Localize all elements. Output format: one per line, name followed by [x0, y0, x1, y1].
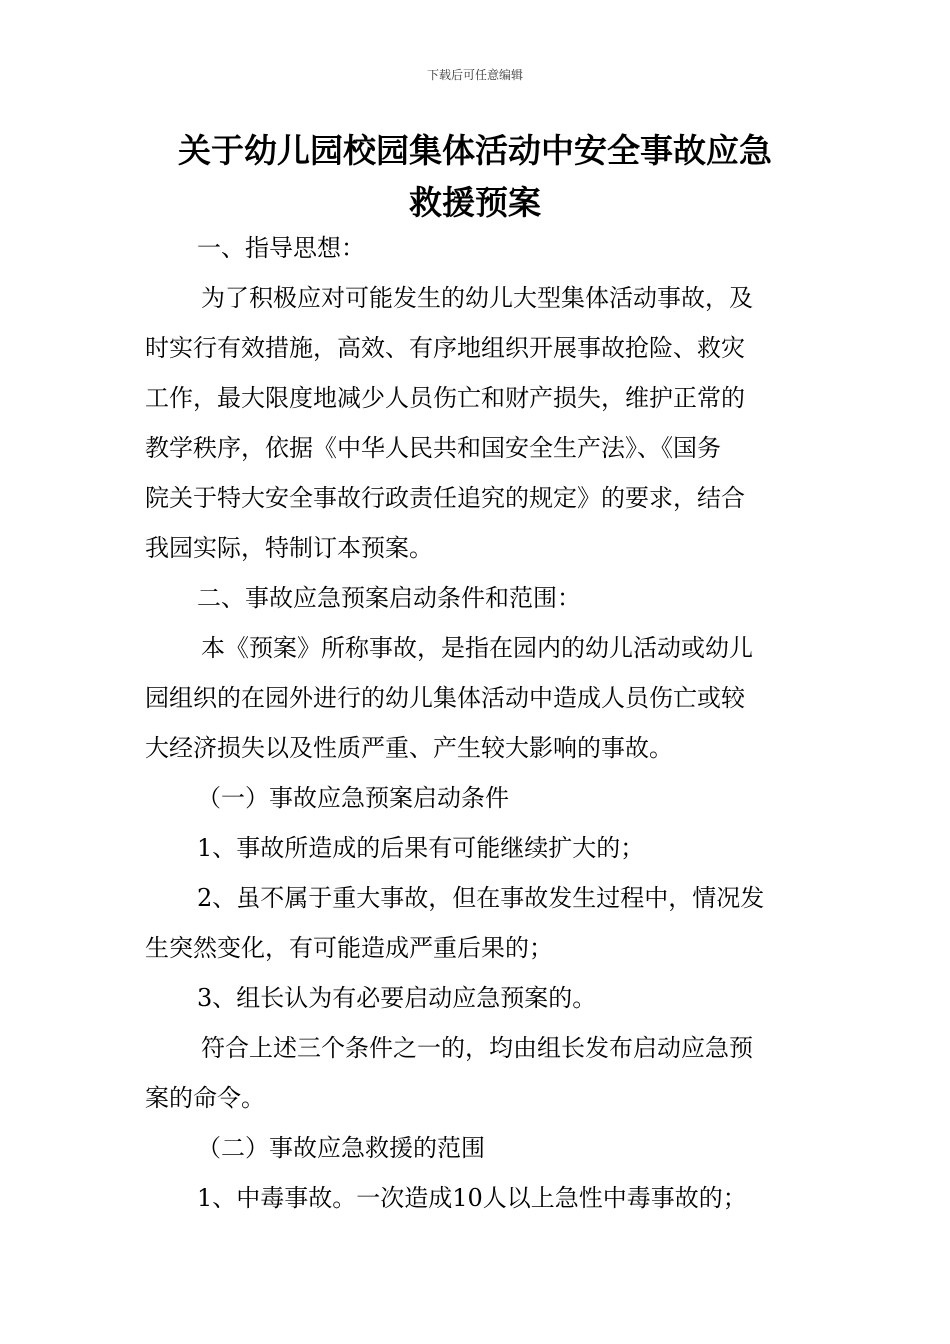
list-item: 2、虽不属于重大事故，但在事故发生过程中，情况发: [197, 884, 765, 912]
paragraph-line: 教学秩序，依据《中华人民共和国安全生产法》、《国务: [145, 434, 721, 462]
list-item: 1、中毒事故。一次造成10人以上急性中毒事故的；: [197, 1184, 747, 1212]
section-heading-conditions-scope: 二、事故应急预案启动条件和范围：: [197, 584, 581, 612]
paragraph-line: 我园实际，特制订本预案。: [145, 534, 433, 562]
paragraph-line: 工作，最大限度地减少人员伤亡和财产损失，维护正常的: [145, 384, 745, 412]
paragraph-line: 本《预案》所称事故，是指在园内的幼儿活动或幼儿: [201, 634, 753, 662]
paragraph-line: 生突然变化，有可能造成严重后果的；: [145, 934, 553, 962]
subsection-heading-conditions: （一）事故应急预案启动条件: [197, 784, 509, 812]
document-title-line-2: 救援预案: [409, 183, 541, 222]
paragraph-line: 案的命令。: [145, 1084, 265, 1112]
paragraph-line: 园组织的在园外进行的幼儿集体活动中造成人员伤亡或较: [145, 684, 745, 712]
paragraph-line: 为了积极应对可能发生的幼儿大型集体活动事故，及: [201, 284, 753, 312]
subsection-heading-scope: （二）事故应急救援的范围: [197, 1134, 485, 1162]
list-item: 1、事故所造成的后果有可能继续扩大的；: [197, 834, 645, 862]
list-item: 3、组长认为有必要启动应急预案的。: [197, 984, 597, 1012]
paragraph-line: 符合上述三个条件之一的，均由组长发布启动应急预: [201, 1034, 753, 1062]
header-note: 下载后可任意编辑: [426, 68, 523, 82]
paragraph-line: 时实行有效措施，高效、有序地组织开展事故抢险、救灾: [145, 334, 745, 362]
paragraph-line: 院关于特大安全事故行政责任追究的规定》的要求，结合: [145, 484, 745, 512]
document-title-line-1: 关于幼儿园校园集体活动中安全事故应急: [178, 131, 772, 170]
section-heading-guiding-thought: 一、指导思想：: [197, 234, 365, 262]
paragraph-line: 大经济损失以及性质严重、产生较大影响的事故。: [145, 734, 673, 762]
